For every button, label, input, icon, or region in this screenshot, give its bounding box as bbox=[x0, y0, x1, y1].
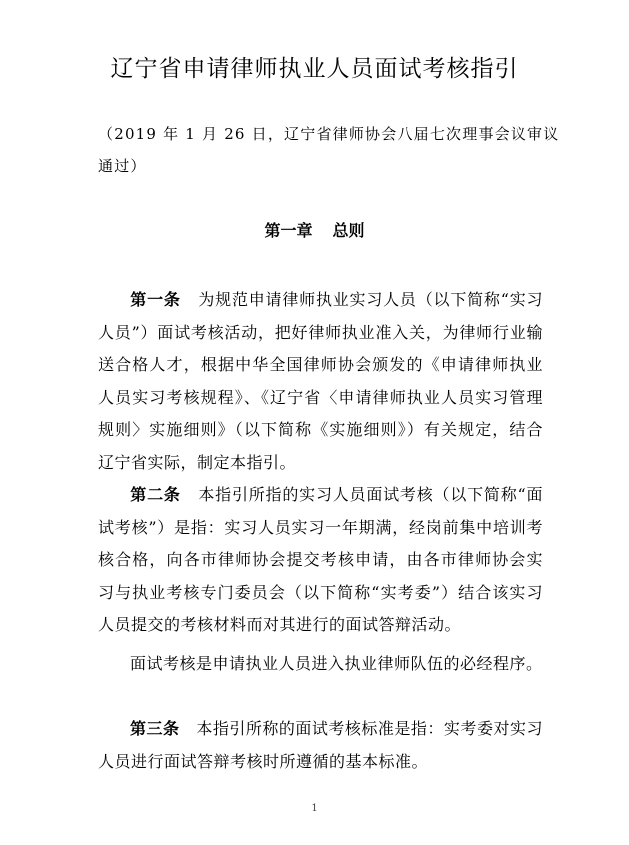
article-text: 本指引所称的面试考核标准是指：实考委对实习人员进行面试答辩考核时所遵循的基本标准。 bbox=[98, 719, 543, 771]
article-2 bbox=[98, 479, 543, 642]
document-title: 辽宁省申请律师执业人员面试考核指引 bbox=[110, 56, 519, 82]
article-1 bbox=[98, 284, 543, 479]
chapter-number: 第一章 bbox=[264, 221, 313, 240]
article-label: 第二条 bbox=[130, 485, 181, 504]
adoption-date-note: （2019 年 1 月 26 日，辽宁省律师协会八届七次理事会议审议通过） bbox=[98, 125, 560, 175]
chapter-name: 总则 bbox=[332, 221, 365, 240]
article-text: 面试考核是申请执业人员进入执业律师队伍的必经程序。 bbox=[130, 654, 543, 673]
article-label: 第一条 bbox=[130, 290, 181, 309]
article-3 bbox=[98, 713, 543, 778]
chapter-heading bbox=[0, 218, 629, 241]
article-label: 第三条 bbox=[130, 719, 180, 738]
article-text: 为规范申请律师执业实习人员（以下简称“实习人员”）面试考核活动，把好律师执业准入关，为律师行业输送合格人才，根据中华全国律师协会颁发的《申请律师执业人员实习考核规程》、《辽宁省〈申请律师执业人员实习管理规则〉实施细则》（以下简称《实施细则》）有关规定，结合辽宁省实际，制定本指引。 bbox=[98, 290, 543, 472]
article-text: 本指引所指的实习人员面试考核（以下简称“面试考核”）是指：实习人员实习一年期满，经岗前集中培训考核合格，向各市律师协会提交考核申请，由各市律师协会实习与执业考核专门委员会（以下简称“实考委”）结合该实习人员提交的考核材料而对其进行的面试答辩活动。 bbox=[98, 485, 543, 634]
article-2-paragraph bbox=[98, 648, 543, 681]
page-number: 1 bbox=[311, 803, 318, 814]
